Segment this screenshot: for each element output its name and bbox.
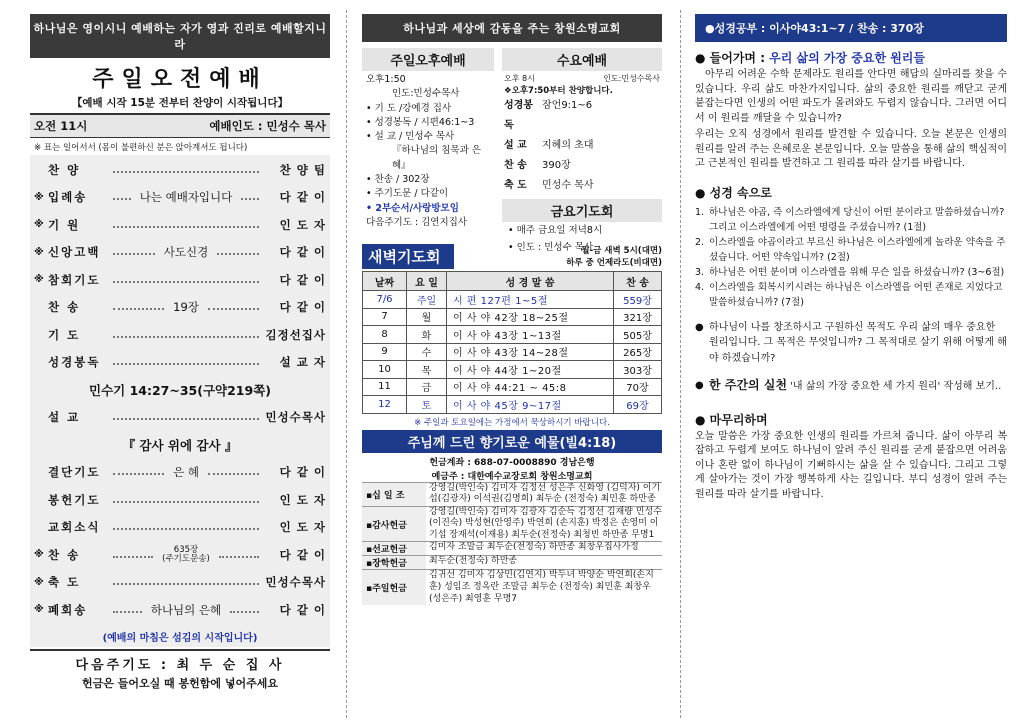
dawn-day: 월 (407, 308, 447, 326)
offering-type: ▪주일헌금 (362, 570, 426, 605)
order-item (32, 156, 328, 184)
order-label: 기 도 (48, 327, 81, 342)
offering-row (362, 482, 662, 506)
order-item (32, 459, 328, 487)
wednesday-value: 지혜의 초대 (542, 140, 594, 151)
offering-row (362, 555, 662, 569)
dawn-date: 7 (363, 308, 407, 326)
order-item (32, 239, 328, 267)
dawn-day: 수 (407, 343, 447, 361)
dawn-scripture: 이 사 야 43장 1~13절 (447, 326, 614, 344)
order-label: 설 교 (48, 410, 81, 425)
dawn-hymn: 303장 (614, 361, 662, 379)
dawn-row (363, 308, 662, 326)
order-item (32, 486, 328, 514)
dawn-hymn: 321장 (614, 308, 662, 326)
offering-account: 헌금계좌 : 688-07-0008890 경남은행 (429, 457, 595, 468)
order-right: 다 같 이 (279, 245, 326, 260)
order-label: 찬 양 (48, 162, 81, 177)
offering-names: 김미자 조말금 최두순(전정숙) 하만종 최창우집사가정 (429, 542, 639, 553)
offering-type: ▪십 일 조 (362, 483, 426, 506)
weekly-practice: ● 한 주간의 실천 '내 삶의 가장 중요한 세 가지 원리' 작성해 보기.. (695, 378, 1002, 392)
order-mark: ※ (34, 274, 44, 286)
intro-heading: ● 들어가며 : 우리 삶의 가장 중요한 원리들 (695, 51, 925, 65)
order-item (32, 569, 328, 597)
order-label: 입례송 (48, 190, 88, 205)
afternoon-time: 오후1:50 (366, 74, 406, 85)
offering-type: ▪감사헌금 (362, 507, 426, 542)
wednesday-key: 축 도 (504, 180, 527, 191)
service-info-bar (30, 113, 330, 138)
church-schedule-column (362, 14, 662, 718)
order-item (32, 211, 328, 239)
dawn-day: 금 (407, 378, 447, 396)
order-right: 민성수목사 (265, 575, 326, 590)
question-number: 3. (695, 266, 705, 278)
dawn-footnote: ※ 주일과 토요일에는 가정에서 묵상하시기 바랍니다. (414, 417, 610, 428)
dawn-scripture: 시 편 127편 1~5절 (447, 291, 614, 309)
ending-note: (예배의 마침은 섬김의 시작입니다) (30, 626, 330, 647)
intro-paragraph-1: 아무리 어려운 수학 문제라도 원리를 안다면 해답의 실마리를 찾을 수 있습니다. 우리 삶도 마찬가지입니다. 삶의 중요한 원리를 깨닫고 굳게 붙잡는다면 인생의 어떤 파도가 몰려와도 두렵지 않습니다. 그러면 어디서 이 원리를 깨달을 수 있습니까? (695, 69, 1007, 124)
question-text: 하나님은 야곱, 즉 이스라엘에게 당신이 어떤 분이라고 말씀하셨습니까? (709, 206, 1005, 218)
question-list (695, 205, 1007, 310)
wednesday-time: 오후 8시 (504, 74, 535, 83)
study-question (695, 265, 1007, 280)
order-item (32, 266, 328, 294)
bible-study-banner: ●성경공부 : 이사야43:1~7 / 찬송 : 370장 (695, 14, 1007, 42)
order-right: 인 도 자 (279, 492, 326, 507)
question-text: 그리고 이스라엘에게 어떤 명령을 주셨습니까? (1절) (709, 221, 927, 233)
order-label: 교회소식 (48, 520, 101, 535)
order-right: 다 같 이 (279, 272, 326, 287)
order-middle: 하나님의 은혜 (147, 602, 225, 618)
order-middle: 은 혜 (169, 464, 203, 480)
verse-banner: 하나님은 영이시니 예배하는 자가 영과 진리로 예배할지니라 (30, 14, 330, 58)
morning-service-title: 주일오전예배 (92, 67, 268, 92)
order-right: 김정선집사 (265, 327, 326, 342)
wednesday-service (502, 48, 662, 196)
church-banner: 하나님과 세상에 감동을 주는 창원소명교회 (362, 14, 662, 42)
study-question (695, 205, 1007, 220)
wednesday-value: 390장 (542, 160, 571, 171)
offering-row (362, 569, 662, 605)
offering-names: 강영길(박인숙) 김미자 김광자 김순득 김정선 김재량 민성수(이진숙) 박성현(안영주) 박연희 (손지훈) 박정은 손영미 이기섭 장재석(이재용) 최두순(전정숙) 최청빈 하만종 무명1 (429, 506, 662, 540)
dawn-header: 성 경 말 씀 (447, 272, 614, 291)
dawn-date: 7/6 (363, 291, 407, 309)
wednesday-row (502, 136, 662, 156)
study-question (695, 235, 1007, 265)
dawn-date: 11 (363, 378, 407, 396)
order-right: 인 도 자 (279, 217, 326, 232)
standing-note: ※ 표는 일어서서 (몸이 불편하신 분은 앉아계셔도 됩니다) (34, 143, 248, 153)
scripture-reference: 민수기 14:27~35(구약219쪽) (89, 382, 271, 398)
afternoon-leader: 인도:민성수목사 (392, 88, 460, 100)
wednesday-title: 수요예배 (502, 48, 662, 71)
study-question (695, 280, 1007, 310)
order-label: 성경봉독 (48, 355, 101, 370)
offering-type: ▪선교헌금 (362, 542, 426, 555)
dawn-note-1: 월-금 새벽 5시(대면) (581, 246, 662, 256)
order-right: 찬 양 팀 (279, 162, 326, 177)
wednesday-row (502, 176, 662, 196)
dawn-date: 8 (363, 326, 407, 344)
study-question (695, 220, 1007, 235)
order-label: 기 원 (48, 217, 81, 232)
afternoon-group: • 2부순서/사랑방모임 (366, 202, 459, 214)
order-label: 찬 송 (48, 300, 81, 315)
weekly-practice-heading: 한 주간의 실천 (709, 378, 787, 392)
order-mark: ※ (34, 219, 44, 231)
dawn-scripture: 이 사 야 43장 14~28절 (447, 343, 614, 361)
dawn-header: 찬 송 (614, 272, 662, 291)
order-right: 다 같 이 (279, 190, 326, 205)
closing-paragraph: 오늘 말씀은 가장 중요한 인생의 원리를 가르쳐 줍니다. 삶이 아무리 복잡하고 두렵게 보여도 하나님이 알려 주신 원리를 굳게 붙잡으면 어려움이나 혼란 없이 하나님이 기뻐하시는 삶을 살 수 있습니다. 그리고 그렇게 살아가는 것이 가장 행복하게 사는 길입니다. 부디 성경이 알려 주는 원리를 따라 살기를 바랍니다. (695, 430, 1007, 500)
intro-paragraph-2: 우리는 오직 성경에서 원리를 발견할 수 있습니다. 오늘 본문은 인생의 원리를 알려 주는 은혜로운 본문입니다. 오늘 말씀을 통해 삶의 핵심적이고 근본적인 원리를 발견하고 그 원리를 따라 살기를 바랍니다. (695, 129, 1007, 169)
afternoon-service (362, 48, 494, 240)
order-label: 찬 송 (48, 547, 81, 562)
morning-service-column (30, 14, 330, 718)
inside-heading: ● 성경 속으로 (695, 185, 772, 200)
purpose-question: ● 하나님이 나를 창조하시고 구원하신 목적도 우리 삶의 매우 중요한 원리입니다. 그 목적은 무엇입니까? 그 목적대로 살기 위해 어떻게 해야 하겠습니까? (695, 321, 1007, 364)
order-item (32, 596, 328, 624)
order-label: 결단기도 (48, 465, 101, 480)
offering-names: 김귀선 김미자 김상민(김연지) 박두녀 박양순 박연희(손지훈) 성임조 정옥란 조말금 최두순 (전정숙) 최민훈 최창우(성은주) 최영훈 무명7 (429, 570, 654, 604)
order-mark: ※ (34, 576, 44, 588)
question-number: 1. (695, 206, 705, 218)
wednesday-leader: 인도:민성수목사 (603, 74, 660, 83)
friday-line: • 매주 금요일 저녁8시 (508, 225, 603, 236)
order-middle: 19장 (169, 299, 203, 315)
service-leader: 예배인도 : 민성수 목사 (209, 119, 326, 133)
question-number: 2. (695, 236, 705, 248)
offering-row (362, 541, 662, 555)
next-prayer: 다음주기도 : 최 두 순 집 사 (75, 657, 285, 673)
afternoon-line: • 주기도문 / 다같이 (366, 188, 449, 200)
morning-service-subtitle: 【예배 시작 15분 전부터 찬양이 시작됩니다】 (71, 97, 289, 109)
order-right: 인 도 자 (279, 520, 326, 535)
afternoon-next: 다음주기도 : 김연지집사 (366, 216, 468, 228)
afternoon-line: • 성경봉독 / 시편46:1~3 (366, 116, 475, 128)
order-item: ※ 찬 송 635장 (주기도문송) 다 같 이 (34, 544, 327, 564)
order-label: 축 도 (48, 575, 81, 590)
wednesday-value: 민성수 목사 (542, 180, 594, 191)
dawn-scripture: 이 사 야 45장 9~17절 (447, 396, 614, 414)
offering-note: 헌금은 들어오실 때 봉헌함에 넣어주세요 (82, 676, 278, 690)
order-item (32, 514, 328, 542)
dawn-row (363, 326, 662, 344)
friday-line: • 인도 : 민성수 목사 (508, 242, 594, 253)
dawn-note-2: 하루 중 언제라도(비대면) (566, 258, 662, 268)
dawn-row (363, 343, 662, 361)
dawn-prayer-table (362, 271, 662, 414)
order-right: 다 같 이 (279, 300, 326, 315)
order-right: 민성수목사 (265, 410, 326, 425)
afternoon-line: • 찬송 / 302장 (366, 174, 430, 186)
next-week-box (30, 649, 330, 691)
dawn-header: 날짜 (363, 272, 407, 291)
dawn-prayer-title: 새벽기도회 (362, 244, 454, 269)
afternoon-title: 주일오후예배 (362, 48, 494, 71)
order-middle: 사도신경 (160, 244, 212, 260)
sermon-title: 『 감사 위에 감사 』 (122, 437, 238, 453)
dawn-day: 화 (407, 326, 447, 344)
dawn-scripture: 이 사 야 44장 1~20절 (447, 361, 614, 379)
order-item (32, 404, 328, 432)
dawn-hymn: 505장 (614, 326, 662, 344)
dawn-header: 요 일 (407, 272, 447, 291)
dawn-hymn: 559장 (614, 291, 662, 309)
dawn-date: 10 (363, 361, 407, 379)
dawn-row (363, 361, 662, 379)
afternoon-line: 『하나님의 침묵과 은혜』 (392, 145, 481, 171)
question-number: 4. (695, 281, 705, 293)
dawn-day: 토 (407, 396, 447, 414)
order-label: 참회기도 (48, 272, 101, 287)
dawn-hymn: 265장 (614, 343, 662, 361)
afternoon-line: • 설 교 / 민성수 목사 (366, 131, 455, 143)
question-text: 이스라엘을 회복시키시려는 하나님은 이스라엘을 어떤 존재로 지었다고 말씀하셨습니까? (7절) (709, 281, 1003, 308)
order-mark: ※ (34, 191, 44, 203)
dawn-scripture: 이 사 야 44:21 ~ 45:8 (447, 378, 614, 396)
order-right: 다 같 이 (279, 547, 327, 562)
dawn-row (363, 291, 662, 309)
order-middle: 나는 예배자입니다 (136, 189, 237, 205)
dawn-date: 9 (363, 343, 407, 361)
order-right: 다 같 이 (279, 465, 326, 480)
order-mark: ※ (34, 246, 44, 258)
order-item (32, 294, 328, 322)
wednesday-key: 찬 송 (504, 160, 527, 171)
wednesday-value: 잠언9:1~6 (542, 100, 593, 111)
order-item (32, 184, 328, 212)
question-text: 하나님은 어떤 분이며 이스라엘을 위해 무슨 일을 하셨습니까? (3~6절) (709, 266, 1005, 278)
closing-heading: ● 마무리하며 (695, 412, 768, 427)
order-label: 신앙고백 (48, 245, 101, 260)
question-text: 이스라엘을 야곱이라고 부르신 하나님은 이스라엘에게 놀라운 약속을 주셨습니다. 어떤 약속입니까? (2절) (709, 236, 1006, 263)
order-middle: 635장 (주기도문송) (158, 546, 214, 564)
dawn-date: 12 (363, 396, 407, 414)
dawn-scripture: 이 사 야 42장 18~25절 (447, 308, 614, 326)
order-right: 다 같 이 (279, 602, 326, 617)
bible-study-column (695, 14, 1007, 718)
wednesday-key: 설 교 (504, 140, 527, 151)
order-right: 설 교 자 (279, 355, 326, 370)
wednesday-key: 성경봉독 (504, 100, 533, 131)
order-label: 봉헌기도 (48, 492, 101, 507)
dawn-day: 목 (407, 361, 447, 379)
offering-names: 강영길(박인숙) 김미자 김정선 성은주 신화영 (김덕자) 이기섭(김광자) 이석권(김명희) 최두순 (전정숙) 최민훈 하만종 (429, 482, 661, 505)
dawn-day: 주일 (407, 291, 447, 309)
service-time: 오전 11시 (34, 119, 88, 133)
offering-title: 주님께 드린 향기로운 예물(빌4:18) (362, 430, 662, 453)
offering-row (362, 506, 662, 542)
dawn-row (363, 378, 662, 396)
worship-order (30, 155, 330, 626)
question-number (695, 220, 709, 235)
wednesday-praise: ❖오후7:50부터 찬양합니다. (504, 86, 613, 96)
friday-title: 금요기도회 (502, 199, 662, 222)
weekly-practice-text: '내 삶의 가장 중요한 세 가지 원리' 작성해 보기.. (790, 381, 1002, 392)
dawn-hymn: 69장 (614, 396, 662, 414)
order-label: 폐회송 (48, 602, 88, 617)
order-mark: ※ (34, 604, 44, 616)
dawn-hymn: 70장 (614, 378, 662, 396)
wednesday-row (502, 96, 662, 136)
intro-title: 우리 삶의 가장 중요한 원리들 (769, 51, 925, 65)
offering-holder: 예금주 : 대한예수교장로회 창원소명교회 (431, 471, 593, 482)
offering-names: 최두순(전정숙) 하만종 (429, 556, 518, 567)
offering-type: ▪장학헌금 (362, 556, 426, 569)
order-item (32, 321, 328, 349)
wednesday-row (502, 156, 662, 176)
order-item (32, 349, 328, 377)
afternoon-line: • 기 도 /강예경 집사 (366, 102, 452, 114)
dawn-row (363, 396, 662, 414)
